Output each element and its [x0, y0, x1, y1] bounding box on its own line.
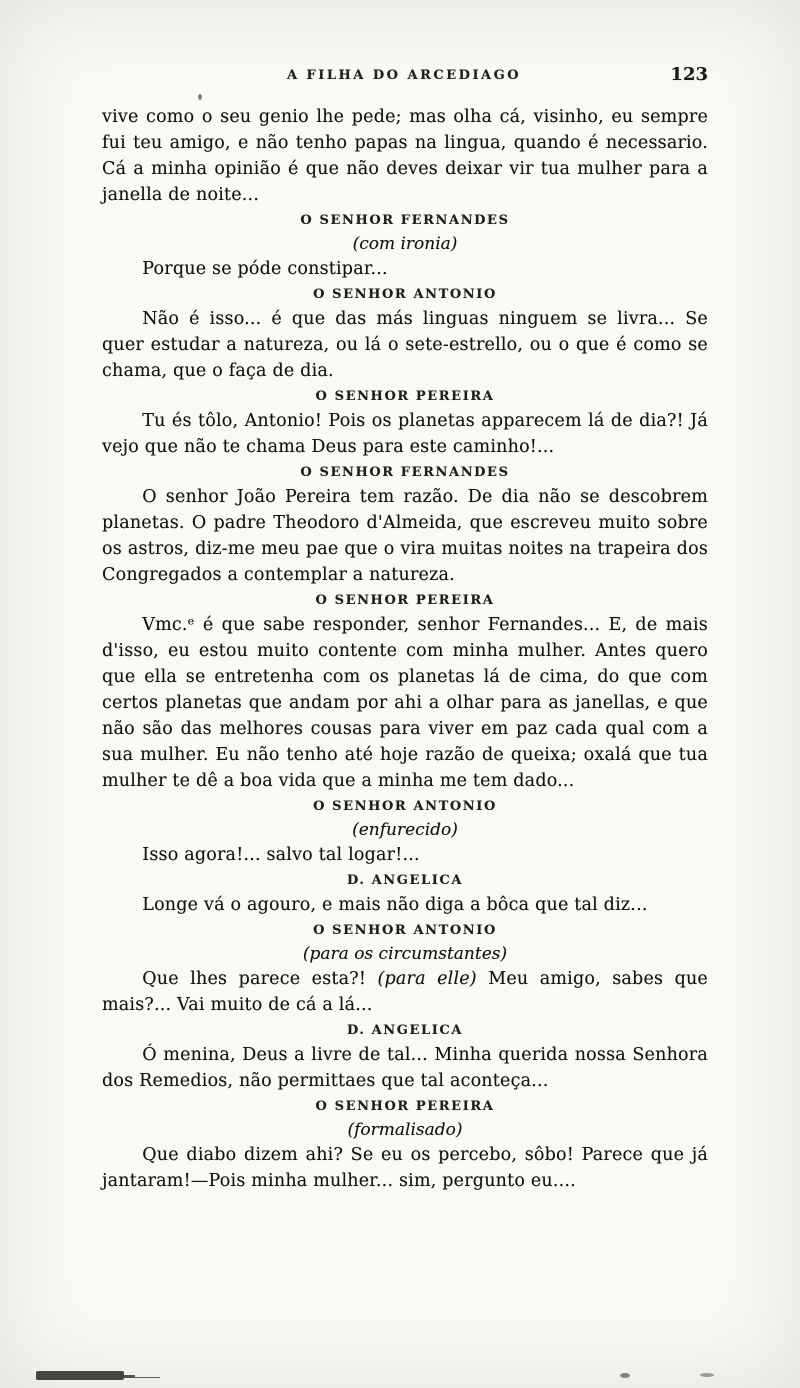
ink-smudge — [36, 1371, 124, 1380]
dialogue-paragraph: Isso agora!... salvo tal logar!... — [142, 845, 420, 865]
inline-stage-direction: (para elle) — [377, 969, 477, 989]
speaker-name: D. ANGELICA — [346, 873, 464, 888]
dialogue-paragraph: Tu és tôlo, Antonio! Pois os planetas apparecem lá de dia?! Já vejo que não te chama Deus para este caminho!... — [102, 411, 708, 457]
dialogue-paragraph: Vmc.ᵉ é que sabe responder, senhor Fernandes... E, de mais d'isso, eu estou muito contente com minha mulher. Antes quero que ella se entretenha com os planetas lá de cima, do que com certos planetas que andam por ahi a olhar para as janellas, e que não são das melhores cousas para viver em paz cada qual com a sua mulher. Eu não tenho até hoje razão de queixa; oxalá que tua mulher te dê a boa vida que a minha me tem dado... — [102, 615, 708, 791]
speaker-name: O SENHOR PEREIRA — [315, 593, 495, 608]
ink-speck — [198, 94, 202, 100]
dialogue-paragraph — [102, 966, 708, 1018]
stage-direction: (para os circumstantes) — [302, 944, 508, 964]
speaker-name: O SENHOR FERNANDES — [300, 465, 510, 480]
dialogue-paragraph: Longe vá o agouro, e mais não diga a bôca que tal diz... — [142, 895, 648, 915]
speaker-name: O SENHOR PEREIRA — [315, 389, 495, 404]
ink-smudge — [700, 1373, 714, 1377]
dialogue-paragraph: Que diabo dizem ahi? Se eu os percebo, sôbo! Parece que já jantaram!—Pois minha mulher... sim, pergunto eu.... — [102, 1145, 708, 1191]
page-body — [102, 104, 708, 1194]
speaker-name: D. ANGELICA — [346, 1023, 464, 1038]
page-title: A FILHA DO ARCEDIAGO — [286, 68, 522, 83]
running-head — [100, 64, 708, 92]
dialogue-text: Que lhes parece esta?! — [142, 969, 378, 989]
dialogue-paragraph: O senhor João Pereira tem razão. De dia não se descobrem planetas. O padre Theodoro d'Almeida, que escreveu muito sobre os astros, diz-me meu pae que o vira muitas noites na trapeira dos Congregados a contemplar a natureza. — [102, 487, 708, 585]
stage-direction: (com ironia) — [352, 234, 458, 254]
dialogue-text: Meu amigo, sabes que mais?... Vai muito de cá a lá... — [102, 969, 708, 1015]
speaker-name: O SENHOR ANTONIO — [313, 287, 497, 302]
stage-direction: (enfurecido) — [352, 820, 458, 840]
dialogue-paragraph: Não é isso... é que das más linguas ninguem se livra... Se quer estudar a natureza, ou lá o sete-estrello, ou o que é como se chama, que o faça de dia. — [102, 309, 708, 381]
page-number: 123 — [670, 64, 708, 85]
ink-smudge — [620, 1373, 630, 1378]
speaker-name: O SENHOR FERNANDES — [300, 213, 510, 228]
dialogue-paragraph: vive como o seu genio lhe pede; mas olha cá, visinho, eu sempre fui teu amigo, e não tenho papas na lingua, quando é necessario. Cá a minha opinião é que não deves deixar vir tua mulher para a janella de noite... — [102, 107, 708, 205]
speaker-name: O SENHOR ANTONIO — [313, 923, 497, 938]
stage-direction: (formalisado) — [347, 1120, 463, 1140]
speaker-name: O SENHOR ANTONIO — [313, 799, 497, 814]
dialogue-paragraph: Ó menina, Deus a livre de tal... Minha querida nossa Senhora dos Remedios, não permittaes que tal aconteça... — [102, 1045, 708, 1091]
speaker-name: O SENHOR PEREIRA — [315, 1099, 495, 1114]
dialogue-paragraph: Porque se póde constipar... — [142, 259, 388, 279]
